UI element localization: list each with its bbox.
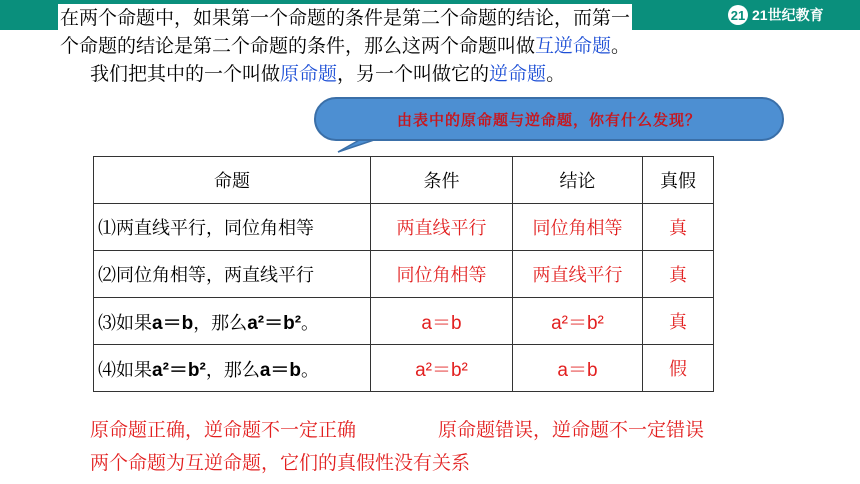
intro-line-1 — [58, 4, 632, 32]
truth-cell: 真 — [643, 251, 714, 298]
term-original-proposition: 原命题 — [280, 63, 338, 85]
proposition-period: 。 — [301, 359, 320, 381]
proposition-if: 如果 — [116, 312, 152, 334]
condition-cell: 同位角相等 — [371, 251, 513, 298]
intro-line-2 — [58, 32, 632, 60]
intro-text-2-end: 。 — [611, 35, 631, 57]
proposition-then: ，那么 — [205, 359, 260, 381]
intro-text-1: 在两个命题中，如果第一个命题的条件是第二个命题的结论，而第一 — [60, 7, 631, 29]
proposition-cell — [94, 204, 371, 251]
row-number: ⑶ — [98, 312, 116, 334]
proposition-consequence: a＝b — [259, 359, 302, 381]
truth-cell: 真 — [643, 204, 714, 251]
row-number: ⑷ — [98, 359, 116, 381]
proposition-text: 同位角相等，两直线平行 — [116, 265, 314, 286]
finding-note-3: 两个命题为互逆命题，它们的真假性没有关系 — [90, 452, 471, 474]
proposition-text: 两直线平行，同位角相等 — [116, 218, 314, 239]
finding-note-2: 原命题错误，逆命题不一定错误 — [438, 419, 705, 441]
header-truth: 真假 — [643, 157, 714, 204]
callout-text: 由表中的原命题与逆命题，你有什么发现？ — [396, 110, 701, 129]
conclusion-cell: 两直线平行 — [513, 251, 643, 298]
condition-cell: a＝b — [371, 298, 513, 345]
conclusion-cell: a²＝b² — [513, 298, 643, 345]
intro-text-3b: ，另一个叫做它的 — [337, 63, 490, 85]
row-number: ⑵ — [98, 265, 116, 286]
header-conclusion: 结论 — [513, 157, 643, 204]
proposition-period: 。 — [301, 312, 320, 334]
intro-text-3-end: 。 — [546, 63, 566, 85]
logo-text: 21世纪教育 — [752, 7, 824, 23]
callout-bubble — [314, 97, 784, 141]
row-number: ⑴ — [98, 218, 116, 239]
header-condition: 条件 — [371, 157, 513, 204]
table-row — [94, 251, 714, 298]
proposition-premise: a²＝b² — [152, 359, 206, 381]
condition-cell: 两直线平行 — [371, 204, 513, 251]
proposition-cell — [94, 345, 371, 392]
table-row — [94, 345, 714, 392]
truth-cell: 假 — [643, 345, 714, 392]
finding-note-1: 原命题正确，逆命题不一定正确 — [90, 419, 357, 441]
term-converse-proposition: 逆命题 — [489, 63, 547, 85]
intro-line-3 — [88, 60, 567, 88]
table-header-row — [94, 157, 714, 204]
table-row — [94, 298, 714, 345]
brand-logo — [728, 4, 824, 26]
proposition-then: ，那么 — [193, 312, 248, 334]
intro-text-2a: 个命题的结论是第二个命题的条件，那么这两个命题叫做 — [60, 35, 536, 57]
logo-mark-icon: 21 — [728, 5, 748, 25]
proposition-cell — [94, 298, 371, 345]
proposition-consequence: a²＝b² — [247, 312, 302, 334]
proposition-premise: a＝b — [152, 312, 194, 334]
condition-cell: a²＝b² — [371, 345, 513, 392]
truth-cell: 真 — [643, 298, 714, 345]
term-reciprocal-propositions: 互逆命题 — [535, 35, 612, 57]
conclusion-cell: 同位角相等 — [513, 204, 643, 251]
table-row — [94, 204, 714, 251]
proposition-cell — [94, 251, 371, 298]
conclusion-cell: a＝b — [513, 345, 643, 392]
intro-text-3a: 我们把其中的一个叫做 — [90, 63, 281, 85]
proposition-if: 如果 — [116, 359, 152, 381]
propositions-table — [93, 156, 714, 392]
header-proposition: 命题 — [94, 157, 371, 204]
